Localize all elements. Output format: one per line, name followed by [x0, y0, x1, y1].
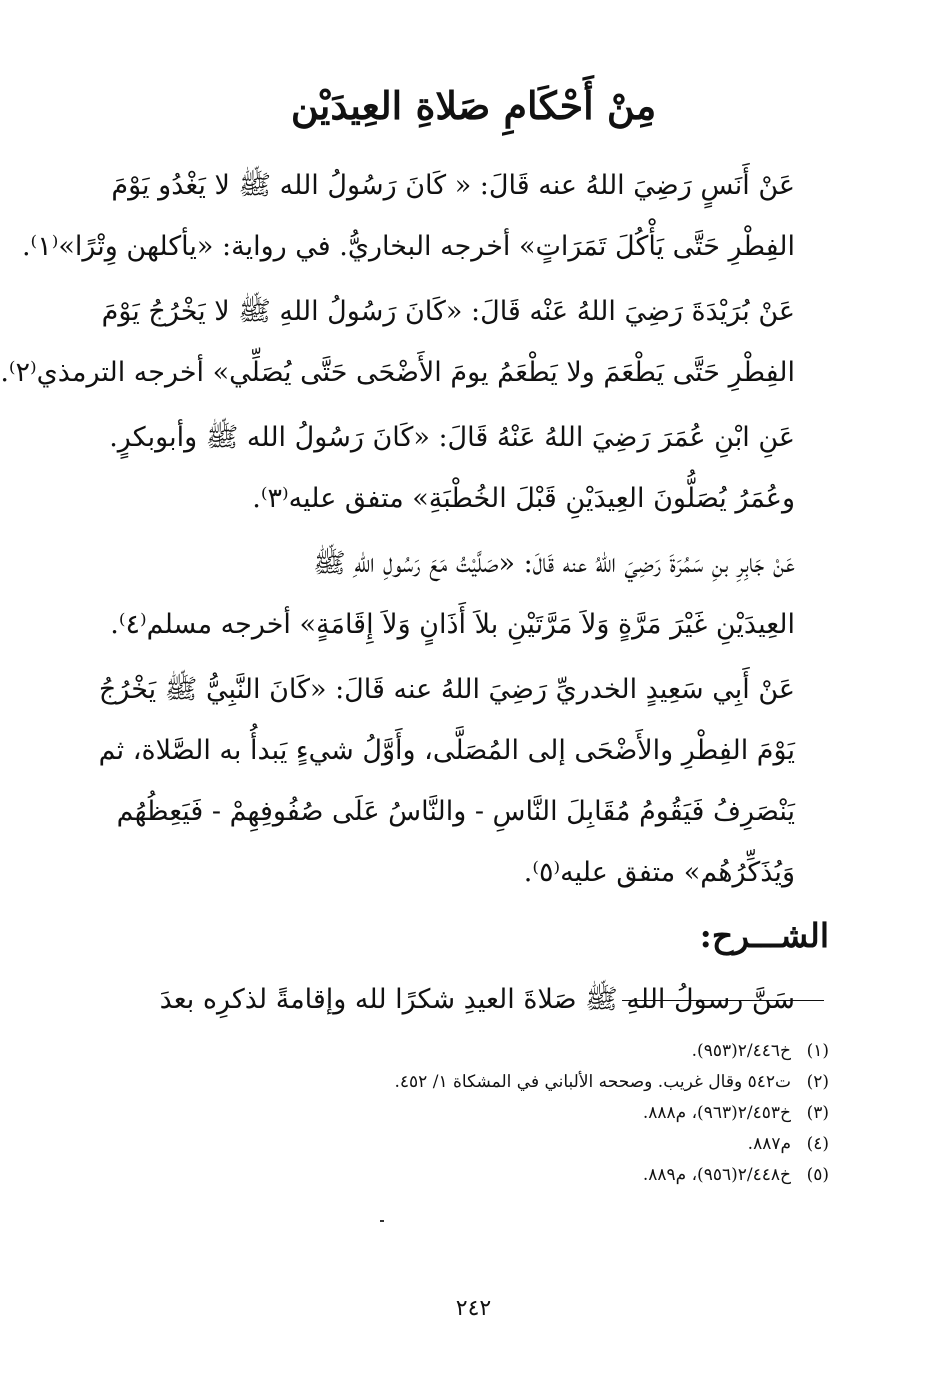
- footnote: [109, 1098, 829, 1129]
- explanation-heading: الشـــرح:: [699, 916, 829, 955]
- footnote: [109, 1036, 829, 1067]
- text-line: عَنْ أَنَسٍ رَضِيَ اللهُ عنه قَالَ: « كَانَ رَسُولُ الله ﷺ لا يَغْدُو يَوْمَ: [111, 170, 795, 201]
- text-line: الفِطْرِ حَتَّى يَأْكُلَ تَمَرَاتٍ» أخرجه البخاريُّ. في رواية: «يأكلهن وِتْرًا»⁽١⁾.: [21, 231, 795, 262]
- text-line: العِيدَيْنِ غَيْرَ مَرَّةٍ وَلاَ مَرَّتَيْنِ بلاَ أَذَانٍ وَلاَ إِقَامَةٍ» أخرجه مسلم⁽٤⁾.: [110, 609, 795, 640]
- footnote-text: خ٢/٤٤٨(٩٥٦)، م٨٨٩.: [642, 1165, 791, 1185]
- footnote-text: ت٥٤٢ وقال غريب. وصححه الألباني في المشكاة ١/ ٤٥٢.: [394, 1072, 791, 1092]
- text-line: يَوْمَ الفِطْرِ والأَضْحَى إلى المُصَلَّى، وأَوَّلُ شيءٍ يَبدأُ به الصَّلاة، ثم: [98, 735, 795, 766]
- footnote-text: خ٢/٤٥٣(٩٦٣)، م٨٨٨.: [642, 1103, 791, 1123]
- page-number: ٢٤٢: [455, 1296, 492, 1321]
- hadith-paragraph-1: [21, 155, 829, 277]
- scan-speck: [380, 1220, 384, 1222]
- footnote-separator: [622, 1000, 824, 1001]
- footnotes: [109, 1036, 829, 1191]
- text-line: وعُمَرُ يُصَلُّونَ العِيدَيْنِ قَبْلَ الخُطْبَةِ» متفق عليه⁽٣⁾.: [252, 483, 795, 514]
- text-line: عَنْ بُرَيْدَةَ رَضِيَ اللهُ عَنْه قَالَ: «كَانَ رَسُولُ اللهِ ﷺ لا يَخْرُجُ يَوْمَ: [101, 296, 795, 327]
- text-line: وَيُذَكِّرُهُم» متفق عليه⁽٥⁾.: [523, 857, 795, 888]
- text-line: عَنِ ابْنِ عُمَرَ رَضِيَ اللهُ عَنْهُ قَالَ: «كَانَ رَسُولُ الله ﷺ وأبوبكرٍ.: [109, 422, 795, 453]
- page-title: مِنْ أَحْكَامِ صَلاةِ العِيدَيْن: [290, 83, 657, 128]
- hadith-paragraph-2: [0, 281, 829, 403]
- footnote-number: (٢): [806, 1072, 829, 1092]
- text-line: عَنْ جَابِرِ بنِ سَمُرَةَ رَضِيَ اللهُ عنه قَالَ: «صَلَّيْتُ مَعَ رَسُولِ اللهِ ﷺ: [313, 548, 795, 579]
- footnote-text: خ٢/٤٤٦(٩٥٣).: [691, 1041, 791, 1061]
- main-text: [0, 155, 829, 1034]
- footnote: [109, 1067, 829, 1098]
- hadith-paragraph-4: [77, 533, 829, 655]
- text-line: سَنَّ رسولُ اللهِ ﷺ صَلاةَ العيدِ شكرًا لله وإقامةً لذكرِه بعدَ: [159, 984, 795, 1015]
- hadith-paragraph-5: [77, 659, 829, 903]
- text-line: عَنْ أَبِي سَعِيدٍ الخدريِّ رَضِيَ اللهُ عنه قَالَ: «كَانَ النَّبِيُّ ﷺ يَخْرُجُ: [98, 674, 795, 705]
- footnote-number: (٤): [806, 1134, 829, 1154]
- footnote-number: (٥): [806, 1165, 829, 1185]
- text-line: يَنْصَرِفُ فَيَقُومُ مُقَابِلَ النَّاسِ - والنَّاسُ عَلَى صُفُوفِهِمْ - فَيَعِظُهُم: [116, 796, 795, 827]
- footnote-text: م٨٨٧.: [747, 1134, 791, 1154]
- footnote: [109, 1160, 829, 1191]
- hadith-paragraph-3: [77, 407, 829, 529]
- footnote-number: (٣): [806, 1103, 829, 1123]
- footnote-number: (١): [806, 1041, 829, 1061]
- footnote: [109, 1129, 829, 1160]
- text-line: الفِطْرِ حَتَّى يَطْعَمَ ولا يَطْعَمُ يومَ الأَضْحَى حَتَّى يُصَلِّي» أخرجه الترمذي⁽٢⁾.: [0, 357, 795, 388]
